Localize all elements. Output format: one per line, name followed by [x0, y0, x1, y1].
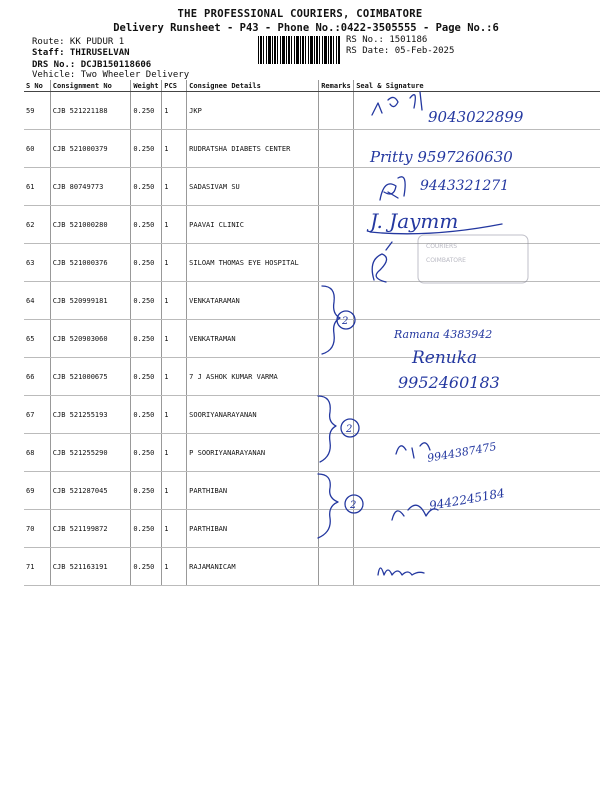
- company-stamp: [418, 235, 528, 283]
- cell-consignee: VENKATRAMAN: [187, 320, 319, 358]
- col-signature: Seal & Signature: [354, 80, 600, 92]
- cell-sno: 67: [24, 396, 50, 434]
- cell-consignee: SADASIVAM SU: [187, 168, 319, 206]
- vehicle-info: Vehicle: Two Wheeler Delivery: [32, 70, 190, 80]
- cell-consignee: PARTHIBAN: [187, 472, 319, 510]
- route-info: Route: KK PUDUR 1: [32, 37, 125, 47]
- col-remarks: Remarks: [319, 80, 354, 92]
- sig-59-phone: 9043022899: [428, 108, 524, 126]
- cell-pcs: 1: [162, 510, 187, 548]
- sig-70-phone: 9442245184: [428, 485, 506, 513]
- col-pcs: PCS: [162, 80, 187, 92]
- cell-weight: 0.250: [131, 282, 162, 320]
- col-weight: Weight: [131, 80, 162, 92]
- cell-sno: 70: [24, 510, 50, 548]
- cell-weight: 0.250: [131, 548, 162, 586]
- cell-consignment: CJB 521255193: [50, 396, 131, 434]
- cell-sno: 59: [24, 92, 50, 130]
- cell-weight: 0.250: [131, 244, 162, 282]
- cell-pcs: 1: [162, 168, 187, 206]
- drs-number: DRS No.: DCJB150118606: [32, 60, 152, 70]
- cell-pcs: 1: [162, 244, 187, 282]
- cell-pcs: 1: [162, 130, 187, 168]
- cell-weight: 0.250: [131, 320, 162, 358]
- cell-consignment: CJB 520999181: [50, 282, 131, 320]
- brace-69-70-count: 2: [350, 500, 357, 511]
- cell-consignee: RAJAMANICAM: [187, 548, 319, 586]
- signature-61: [380, 177, 405, 200]
- sig-61-phone: 9443321271: [420, 178, 510, 194]
- cell-consignment: CJB 521221188: [50, 92, 131, 130]
- rs-date: RS Date: 05-Feb-2025: [346, 46, 455, 56]
- cell-sno: 64: [24, 282, 50, 320]
- cell-sno: 65: [24, 320, 50, 358]
- cell-consignee: VENKATARAMAN: [187, 282, 319, 320]
- cell-pcs: 1: [162, 92, 187, 130]
- cell-pcs: 1: [162, 472, 187, 510]
- sig-60-text: Pritty 9597260630: [370, 148, 513, 166]
- company-title: THE PROFESSIONAL COURIERS, COIMBATORE: [177, 8, 423, 20]
- cell-consignee: P SOORIYANARAYANAN: [187, 434, 319, 472]
- cell-weight: 0.250: [131, 206, 162, 244]
- cell-consignee: RUDRATSHA DIABETS CENTER: [187, 130, 319, 168]
- brace-67-68: [318, 396, 336, 462]
- cell-pcs: 1: [162, 396, 187, 434]
- cell-pcs: 1: [162, 434, 187, 472]
- cell-consignment: CJB 521199872: [50, 510, 131, 548]
- cell-weight: 0.250: [131, 434, 162, 472]
- staff-info: Staff: THIRUSELVAN: [32, 48, 130, 58]
- brace-69-70: [318, 474, 338, 538]
- cell-pcs: 1: [162, 320, 187, 358]
- cell-consignment: CJB 521255290: [50, 434, 131, 472]
- runsheet-subtitle: Delivery Runsheet - P43 - Phone No.:0422-3505555 - Page No.:6: [113, 22, 499, 34]
- sig-65-text: Ramana 4383942: [394, 328, 493, 341]
- cell-sno: 61: [24, 168, 50, 206]
- cell-weight: 0.250: [131, 130, 162, 168]
- col-sno: S No: [24, 80, 50, 92]
- cell-weight: 0.250: [131, 510, 162, 548]
- cell-consignment: CJB 521000280: [50, 206, 131, 244]
- cell-sno: 60: [24, 130, 50, 168]
- cell-weight: 0.250: [131, 472, 162, 510]
- col-consignment: Consignment No: [50, 80, 131, 92]
- cell-consignee: 7 J ASHOK KUMAR VARMA: [187, 358, 319, 396]
- cell-pcs: 1: [162, 548, 187, 586]
- col-consignee: Consignee Details: [187, 80, 319, 92]
- cell-sno: 63: [24, 244, 50, 282]
- cell-consignee: SOORIYANARAYANAN: [187, 396, 319, 434]
- sig-66-name: Renuka: [412, 348, 478, 368]
- sig-68-phone: 9944387475: [426, 439, 498, 465]
- cell-consignment: CJB 521000376: [50, 244, 131, 282]
- cell-weight: 0.250: [131, 396, 162, 434]
- brace-67-68-count: 2: [346, 424, 353, 435]
- cell-consignment: CJB 520903060: [50, 320, 131, 358]
- cell-consignee: JKP: [187, 92, 319, 130]
- cell-consignment: CJB 521000675: [50, 358, 131, 396]
- sig-66-phone: 9952460183: [398, 373, 500, 392]
- brace-64-65-count: 2: [342, 316, 349, 327]
- cell-weight: 0.250: [131, 358, 162, 396]
- cell-consignment: CJB 521000379: [50, 130, 131, 168]
- cell-sno: 71: [24, 548, 50, 586]
- svg-text:COIMBATORE: COIMBATORE: [426, 257, 466, 264]
- sig-62-text: J. Jaymm: [370, 209, 459, 233]
- cell-weight: 0.250: [131, 168, 162, 206]
- cell-pcs: 1: [162, 358, 187, 396]
- cell-consignee: PAAVAI CLINIC: [187, 206, 319, 244]
- signature-68: [396, 443, 430, 458]
- cell-weight: 0.250: [131, 92, 162, 130]
- signature-71: [378, 568, 424, 575]
- cell-consignment: CJB 80749773: [50, 168, 131, 206]
- signature-63: [372, 242, 392, 282]
- cell-pcs: 1: [162, 206, 187, 244]
- signature-59: [372, 92, 422, 115]
- cell-consignment: CJB 521163191: [50, 548, 131, 586]
- cell-sno: 62: [24, 206, 50, 244]
- rs-number: RS No.: 1501186: [346, 35, 428, 45]
- cell-sno: 69: [24, 472, 50, 510]
- cell-sno: 68: [24, 434, 50, 472]
- cell-pcs: 1: [162, 282, 187, 320]
- cell-consignee: SILOAM THOMAS EYE HOSPITAL: [187, 244, 319, 282]
- svg-text:COURIERS: COURIERS: [426, 243, 458, 250]
- cell-consignment: CJB 521287045: [50, 472, 131, 510]
- cell-consignee: PARTHIBAN: [187, 510, 319, 548]
- cell-sno: 66: [24, 358, 50, 396]
